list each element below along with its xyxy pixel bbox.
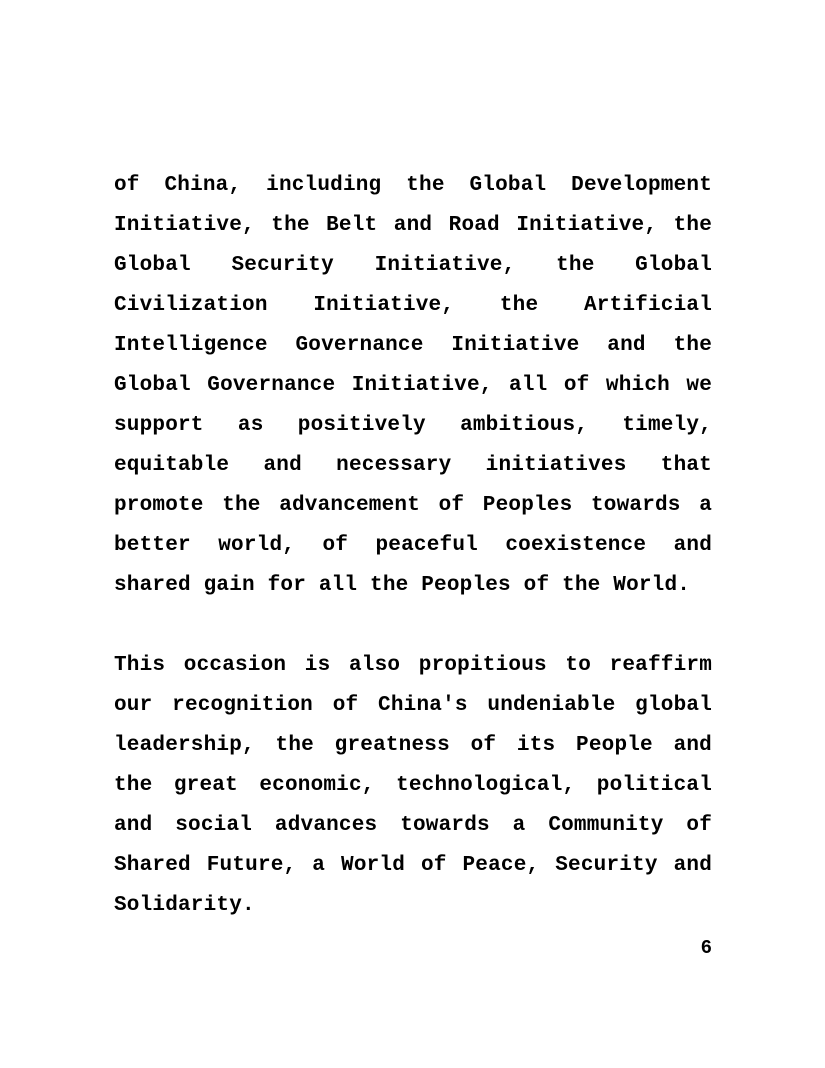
paragraph-1: of China, including the Global Development Initiative, the Belt and Road Initiative, the Global Security Initiative, the Global Civilization Initiative, the Artificial Intelligence Governance Initiative and the Global Governance Initiative, all of which we support as positively ambitious, timely, equitable and necessary initiatives that promote the advancement of Peoples towards a better world, of peaceful coexistence and shared gain for all the Peoples of the World. [114, 174, 712, 597]
paragraph-2: This occasion is also propitious to reaffirm our recognition of China's undeniable global leadership, the greatness of its People and the great economic, technological, political and social advances towards a Community of Shared Future, a World of Peace, Security and Solidarity. [114, 654, 712, 917]
text-block [114, 166, 712, 926]
page-number: 6 [700, 937, 712, 959]
